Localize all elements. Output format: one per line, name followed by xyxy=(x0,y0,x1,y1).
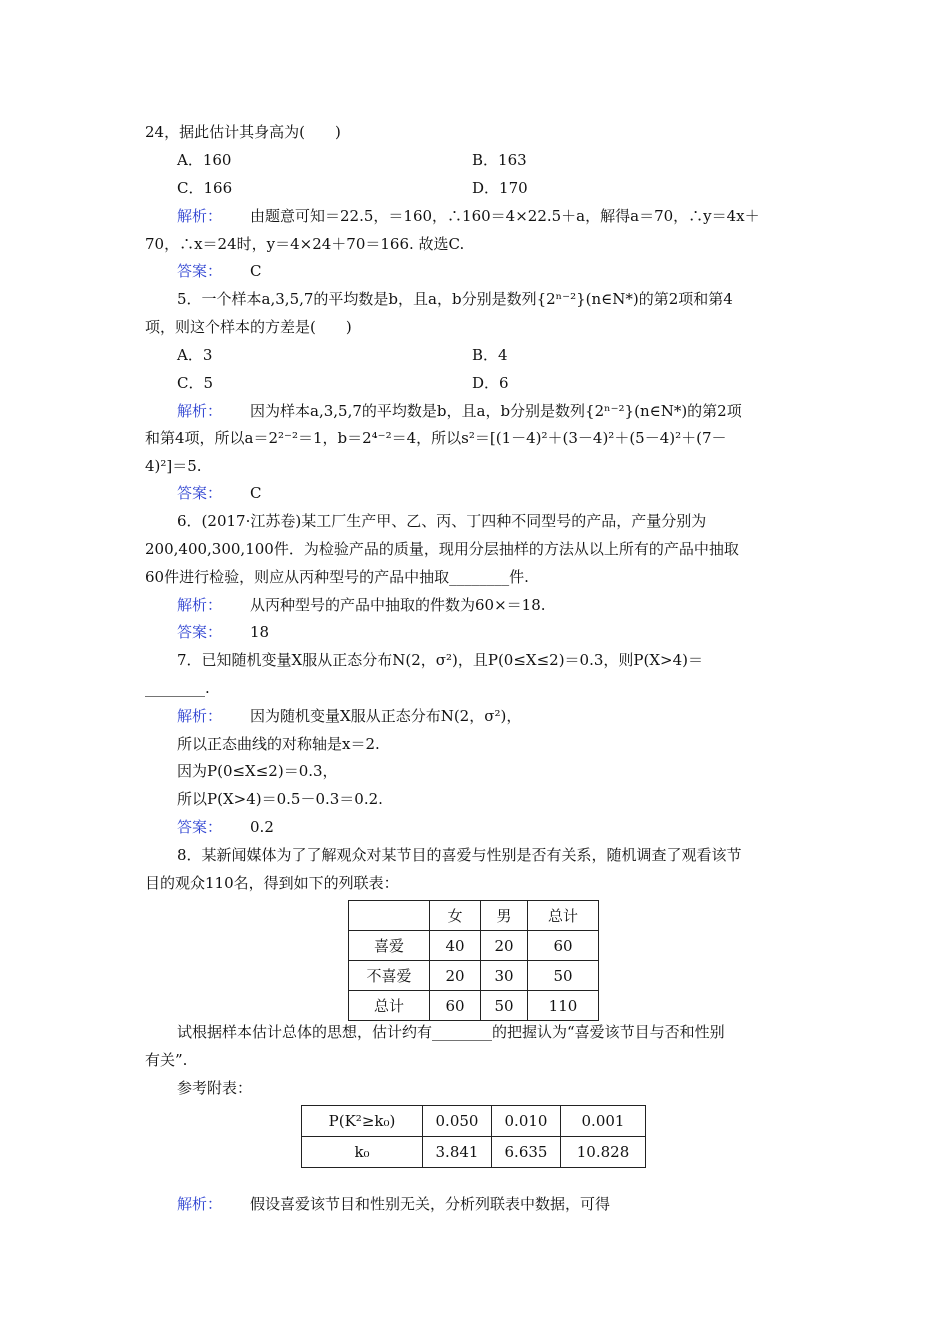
question-7: 7．已知随机变量X服从正态分布N(2，σ²)，且P(0≤X≤2)＝0.3，则P(X>4)＝ xyxy=(177,651,703,669)
option-d: D．170 xyxy=(472,179,528,197)
table-cell: 男 xyxy=(481,901,528,931)
question-5: 5．一个样本a,3,5,7的平均数是b，且a，b分别是数列{2ⁿ⁻²}(n∈N*)的第2项和第4 xyxy=(177,290,733,308)
answer-text: C xyxy=(250,262,262,280)
solution-line xyxy=(177,1193,842,1215)
option-d: D．6 xyxy=(472,374,509,392)
table-row xyxy=(349,931,599,961)
solution-text: 假设喜爱该节目和性别无关，分析列联表中数据，可得 xyxy=(250,1195,611,1213)
answer-text: 18 xyxy=(250,623,270,641)
table-cell xyxy=(349,901,430,931)
solution-line xyxy=(177,400,842,422)
option-b: B．4 xyxy=(472,346,508,364)
table-cell: 20 xyxy=(481,931,528,961)
table-row xyxy=(349,991,599,1021)
solution-line xyxy=(177,705,842,727)
table-row xyxy=(302,1106,646,1137)
table-cell: 40 xyxy=(430,931,481,961)
contingency-table xyxy=(348,900,599,1021)
table-row xyxy=(349,961,599,991)
answer-line xyxy=(177,260,842,282)
question-8: 8．某新闻媒体为了了解观众对某节目的喜爱与性别是否有关系，随机调查了观看该节 xyxy=(177,846,742,864)
table-cell: 女 xyxy=(430,901,481,931)
line: 因为P(0≤X≤2)＝0.3， xyxy=(177,762,338,780)
table-cell: 20 xyxy=(430,961,481,991)
solution-label: 解析： xyxy=(177,1195,223,1213)
answer-text: C xyxy=(250,484,262,502)
solution-line xyxy=(177,205,842,227)
table-cell: 30 xyxy=(481,961,528,991)
line: 目的观众110名，得到如下的列联表： xyxy=(145,874,399,892)
answer-label: 答案： xyxy=(177,818,223,836)
line: ________. xyxy=(145,679,210,697)
solution-label: 解析： xyxy=(177,596,223,614)
table-cell: 0.050 xyxy=(423,1106,492,1137)
reference-table xyxy=(301,1105,646,1168)
table-cell: 50 xyxy=(528,961,599,991)
table-cell: 110 xyxy=(528,991,599,1021)
answer-label: 答案： xyxy=(177,262,223,280)
table-cell: 0.001 xyxy=(561,1106,646,1137)
answer-line xyxy=(177,816,842,838)
solution-label: 解析： xyxy=(177,707,223,725)
table-cell: 不喜爱 xyxy=(349,961,430,991)
table-cell: 0.010 xyxy=(492,1106,561,1137)
solution-label: 解析： xyxy=(177,402,223,420)
table-cell: 总计 xyxy=(528,901,599,931)
line: 项，则这个样本的方差是( ) xyxy=(145,318,352,336)
solution-text: 因为随机变量X服从正态分布N(2，σ²)， xyxy=(250,707,522,725)
answer-label: 答案： xyxy=(177,484,223,502)
line: 试根据样本估计总体的思想，估计约有________的把握认为“喜爱该节目与否和性别 xyxy=(177,1023,725,1041)
line: 200,400,300,100件．为检验产品的质量，现用分层抽样的方法从以上所有的产品中抽取 xyxy=(145,540,739,558)
question-6: 6．(2017·江苏卷)某工厂生产甲、乙、丙、丁四种不同型号的产品，产量分别为 xyxy=(177,512,707,530)
table-cell: 喜爱 xyxy=(349,931,430,961)
table-row xyxy=(302,1137,646,1168)
solution-text: 因为样本a,3,5,7的平均数是b，且a，b分别是数列{2ⁿ⁻²}(n∈N*)的第2项 xyxy=(250,402,742,420)
answer-text: 0.2 xyxy=(250,818,274,836)
table-cell: 总计 xyxy=(349,991,430,1021)
table-cell: 60 xyxy=(528,931,599,961)
table-cell: 10.828 xyxy=(561,1137,646,1168)
solution-label: 解析： xyxy=(177,207,223,225)
line: 和第4项，所以a＝2²⁻²＝1，b＝2⁴⁻²＝4，所以s²＝[(1－4)²＋(3－4)²＋(5－4)²＋(7－ xyxy=(145,429,727,447)
option-c: C．5 xyxy=(177,374,214,392)
line: 70，∴x＝24时，y＝4×24＋70＝166. 故选C. xyxy=(145,235,465,253)
answer-line xyxy=(177,482,842,504)
table-cell: 60 xyxy=(430,991,481,1021)
option-b: B．163 xyxy=(472,151,527,169)
table-cell: P(K²≥k₀) xyxy=(302,1106,423,1137)
table-row xyxy=(349,901,599,931)
solution-text: 从丙种型号的产品中抽取的件数为60×＝18. xyxy=(250,596,546,614)
answer-label: 答案： xyxy=(177,623,223,641)
line: 所以P(X>4)＝0.5－0.3＝0.2. xyxy=(177,790,383,808)
table-cell: k₀ xyxy=(302,1137,423,1168)
line: 24，据此估计其身高为( ) xyxy=(145,123,341,141)
solution-text: 由题意可知＝22.5，＝160，∴160＝4×22.5＋a，解得a＝70，∴y＝4x＋ xyxy=(250,207,760,225)
solution-line xyxy=(177,594,842,616)
line: 参考附表： xyxy=(177,1079,253,1097)
line: 60件进行检验，则应从丙种型号的产品中抽取________件. xyxy=(145,568,529,586)
line: 有关”. xyxy=(145,1051,188,1069)
line: 所以正态曲线的对称轴是x＝2. xyxy=(177,735,380,753)
table-cell: 3.841 xyxy=(423,1137,492,1168)
option-a: A．3 xyxy=(177,346,213,364)
option-a: A．160 xyxy=(177,151,232,169)
line: 4)²]＝5. xyxy=(145,457,202,475)
table-cell: 6.635 xyxy=(492,1137,561,1168)
table-cell: 50 xyxy=(481,991,528,1021)
answer-line xyxy=(177,621,842,643)
option-c: C．166 xyxy=(177,179,233,197)
